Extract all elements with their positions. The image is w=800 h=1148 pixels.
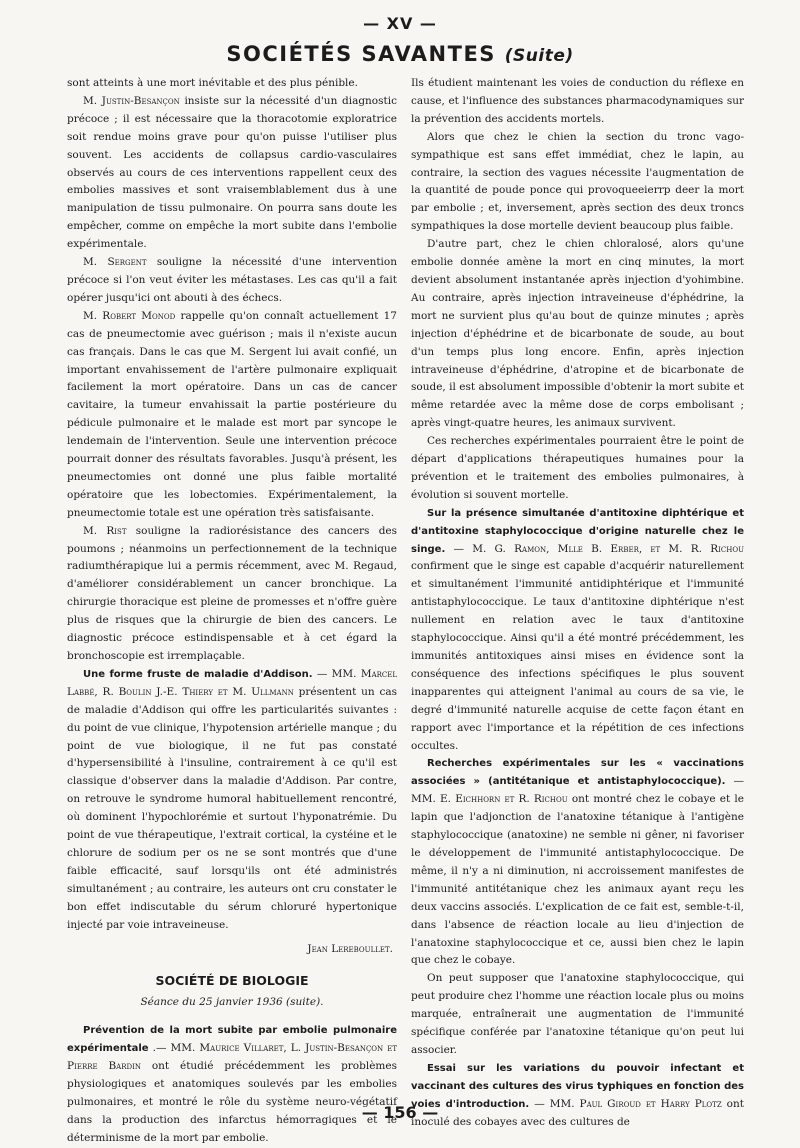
- article-authors: — M. G. Ramon, Mlle B. Erber, et M. R. Richou: [445, 542, 744, 555]
- paragraph: D'autre part, chez le chien chloralosé, alors qu'une embolie donnée amène la mort en cinq minutes, la mort devient absolument instantanée après injection d'yohimbine. Au contraire, après injection intraveineuse d'éphédrine, la mort ne survient plus qu'au bout de quinze minutes ; après injection d'éphédrine et de bicarbonate de soude, au bout d'un temps plus long encore. Enfin, après injection intraveineuse d'éphédrine, d'atropine et de bicarbonate de soude, il est absolument impossible d'obtenir la mort subite et même retardée avec la même dose de corps embolisant ; après vingt-quatre heures, les animaux survivent.: [411, 238, 744, 430]
- paragraph: Alors que chez le chien la section du tronc vago-sympathique est sans effet immédiat, chez le lapin, au contraire, la section des vagues nécessite l'augmentation de la quantité de poude ponce qui provoqueeierrp deer la mort par embolie ; et, inversement, après section des deux troncs sympathiques la dose mortelle devient beaucoup plus faible.: [411, 130, 744, 233]
- article-heading: Prévention de la mort subite par embolie pulmonaire expérimentale: [67, 1025, 397, 1055]
- article-authors: — MM. E. Eichhorn et R. Richou: [411, 775, 744, 806]
- paragraph-text: ont inoculé des cobayes avec des cultures de: [411, 1097, 744, 1128]
- article-heading: Une forme fruste de maladie d'Addison.: [83, 668, 313, 680]
- paragraph-text: ont étudié précédemment les problèmes physiologiques et anatomiques soulevés par les embolies pulmonaires, et montré le rôle du système neuro-végétatif dans la production des infarctus hémorragiques et le déterminisme de la mort par embolie.: [67, 1060, 397, 1144]
- section-title-text: SOCIÉTÉS SAVANTES: [226, 42, 496, 66]
- paragraph-text: confirment que le singe est capable d'acquérir naturellement et simultanément l'immunité antidiphtérique et l'immunité antistaphylococcique. Le taux d'antitoxine diphtérique n'est nullement en relation avec le taux d'antitoxine staphylococcique. Ainsi qu'il a été montré précédemment, les immunités antitoxiques ainsi mises en évidence sont la conséquence des infections spécifiques le plus souvent inapparentes qui atteignent l'animal au cours de sa vie, le degré d'immunité naturelle acquise de cette façon étant en rapport avec l'importance et la répétition de ces infections occultes.: [411, 560, 744, 752]
- paragraph: [67, 308, 397, 523]
- speaker-name: M. Justin-Besançon: [83, 94, 180, 107]
- paragraph-text: ont montré chez le cobaye et le lapin que l'adjonction de l'anatoxine tétanique à l'antigène staphylococcique (anatoxine) ne semble ni gêner, ni favoriser le développement de l'immunité antistaphylococcique. De même, il n'y a ni diminution, ni accroissement manifestes de l'immunité antitétanique chez les animaux ayant reçu les deux vaccins associés. L'explication de ce fait est, semble-t-il, dans l'absence de réaction locale au lieu d'injection de l'anatoxine staphylococcique et ce, aussi bien chez le lapin que chez le cobaye.: [411, 793, 744, 967]
- page-roman-numeral: — XV —: [363, 14, 437, 33]
- page-number: — 156 —: [361, 1103, 439, 1122]
- paragraph-text: insiste sur la nécessité d'un diagnostic précoce ; il est nécessaire que la thoracotomie exploratrice soit rendue moins grave pour qu'on puisse l'utiliser plus souvent. Les accidents de collapsus cardio-vasculaires observés au cours de ces interventions rappellent ceux des embolies massives et sont vraisemblablement dus à une manipulation de tissu pulmonaire. On pourra sans doute les empêcher, comme on empêche la mort subite dans l'embolie expérimentale.: [67, 94, 397, 251]
- article-authors: .— MM. Maurice Villaret, L. Justin-Besançon et Pierre Bardin: [67, 1042, 397, 1073]
- speaker-name: M. Robert Monod: [83, 309, 176, 322]
- paragraph: Ils étudient maintenant les voies de conduction du réflexe en cause, et l'influence des substances pharmacodynamiques sur la prévention des accidents mortels.: [411, 77, 744, 125]
- paragraph: [67, 254, 397, 308]
- article-authors: — MM. Marcel Labbé, R. Boulin J.-E. Thiery et M. Ullmann: [67, 667, 398, 698]
- paragraph: [67, 1022, 397, 1147]
- society-heading: SOCIÉTÉ DE BIOLOGIE: [155, 973, 309, 989]
- article-heading: Recherches expérimentales sur les « vaccinations associées » (antitétanique et antistaphylococcique).: [411, 758, 744, 788]
- paragraph: [67, 666, 397, 935]
- paragraph-text: souligne la nécessité d'une intervention précoce si l'on veut éviter les métastases. Les cas qu'il a fait opérer jusqu'ici ont abouti à des échecs.: [67, 256, 397, 304]
- section-title: [0, 42, 800, 66]
- paragraph: On peut supposer que l'anatoxine staphylococcique, qui peut produire chez l'homme une réaction locale plus ou moins marquée, entraînerait une augmentation de l'immunité spécifique conférée par l'anatoxine tétanique qu'on peut lui associer.: [411, 972, 744, 1056]
- article-authors: — MM. Paul Giroud et Harry Plotz: [529, 1097, 722, 1110]
- paragraph: sont atteints à une mort inévitable et des plus pénible.: [67, 77, 358, 89]
- paragraph-text: souligne la radiorésistance des cancers des poumons ; néanmoins un perfectionnement de la technique radiumthérapique lui a permis récemment, avec M. Regaud, d'améliorer considérablement un cancer bronchique. La chirurgie thoracique est pleine de promesses et n'offre guère plus de risques que la chirurgie de bien des cancers. Le diagnostic précoce estindispensable et à cet égard la bronchoscopie est irremplaçable.: [67, 524, 398, 662]
- speaker-name: M. Sergent: [83, 256, 147, 269]
- section-title-suite: (Suite): [504, 46, 574, 66]
- paragraph: [67, 93, 397, 254]
- paragraph: [411, 505, 744, 756]
- signature: Jean Lereboullet.: [307, 942, 393, 955]
- paragraph: [67, 523, 397, 666]
- article-heading: Essai sur les variations du pouvoir infectant et vaccinant des cultures des virus typhiques en fonction des voies d'introduction.: [411, 1062, 744, 1110]
- paragraph: [411, 755, 744, 970]
- paragraph-text: rappelle qu'on connaît actuellement 17 cas de pneumectomie avec guérison ; mais il n'existe aucun cas français. Dans le cas que M. Sergent lui avait confié, un important envahissement de l'artère pulmonaire expliquait facilement la mort opératoire. Dans un cas de cancer cavitaire, la tumeur envahissait la partie postérieure du pédicule pulmonaire et le malade est mort par syncope le lendemain de l'intervention. Seule une intervention précoce pourrait donner des résultats favorables. Jusqu'à présent, les pneumectomies ont donné une plus faible mortalité opératoire que les lobectomies. Expérimentalement, la pneumectomie totale est une opération très satisfaisante.: [67, 309, 397, 519]
- right-column: [411, 75, 744, 1128]
- article-heading: Sur la présence simultanée d'antitoxine diphtérique et d'antitoxine staphylococcique d'origine naturelle chez le singe.: [411, 507, 744, 555]
- speaker-name: M. Rist: [83, 524, 127, 537]
- paragraph-text: présentent un cas de maladie d'Addison qui offre les particularités suivantes : du point de vue clinique, l'hypotension artérielle manque ; du point de vue biologique, il ne fut pas constaté d'hypersensibilité à l'insuline, contrairement à ce qu'il est classique d'observer dans la maladie d'Addison. Par contre, on retrouve le syndrome humoral habituellement rencontré, où dominent l'hypochlorémie et surtout l'hyponatrémie. Du point de vue thérapeutique, l'extrait cortical, la cystéine et le chlorure de sodium per os ne se sont montrés que d'une faible efficacité, sauf lorsqu'ils ont été administrés simultanément ; au contraire, les auteurs ont cru constater le bon effet indiscutable du sérum chloruré hypertonique injecté par voie intraveineuse.: [67, 685, 397, 931]
- session-date: Séance du 25 janvier 1936 (suite).: [140, 996, 324, 1009]
- paragraph: Ces recherches expérimentales pourraient être le point de départ d'applications thérapeutiques humaines pour la prévention et le traitement des embolies pulmonaires, à évolution si souvent mortelle.: [411, 435, 744, 501]
- left-column: [67, 75, 398, 1144]
